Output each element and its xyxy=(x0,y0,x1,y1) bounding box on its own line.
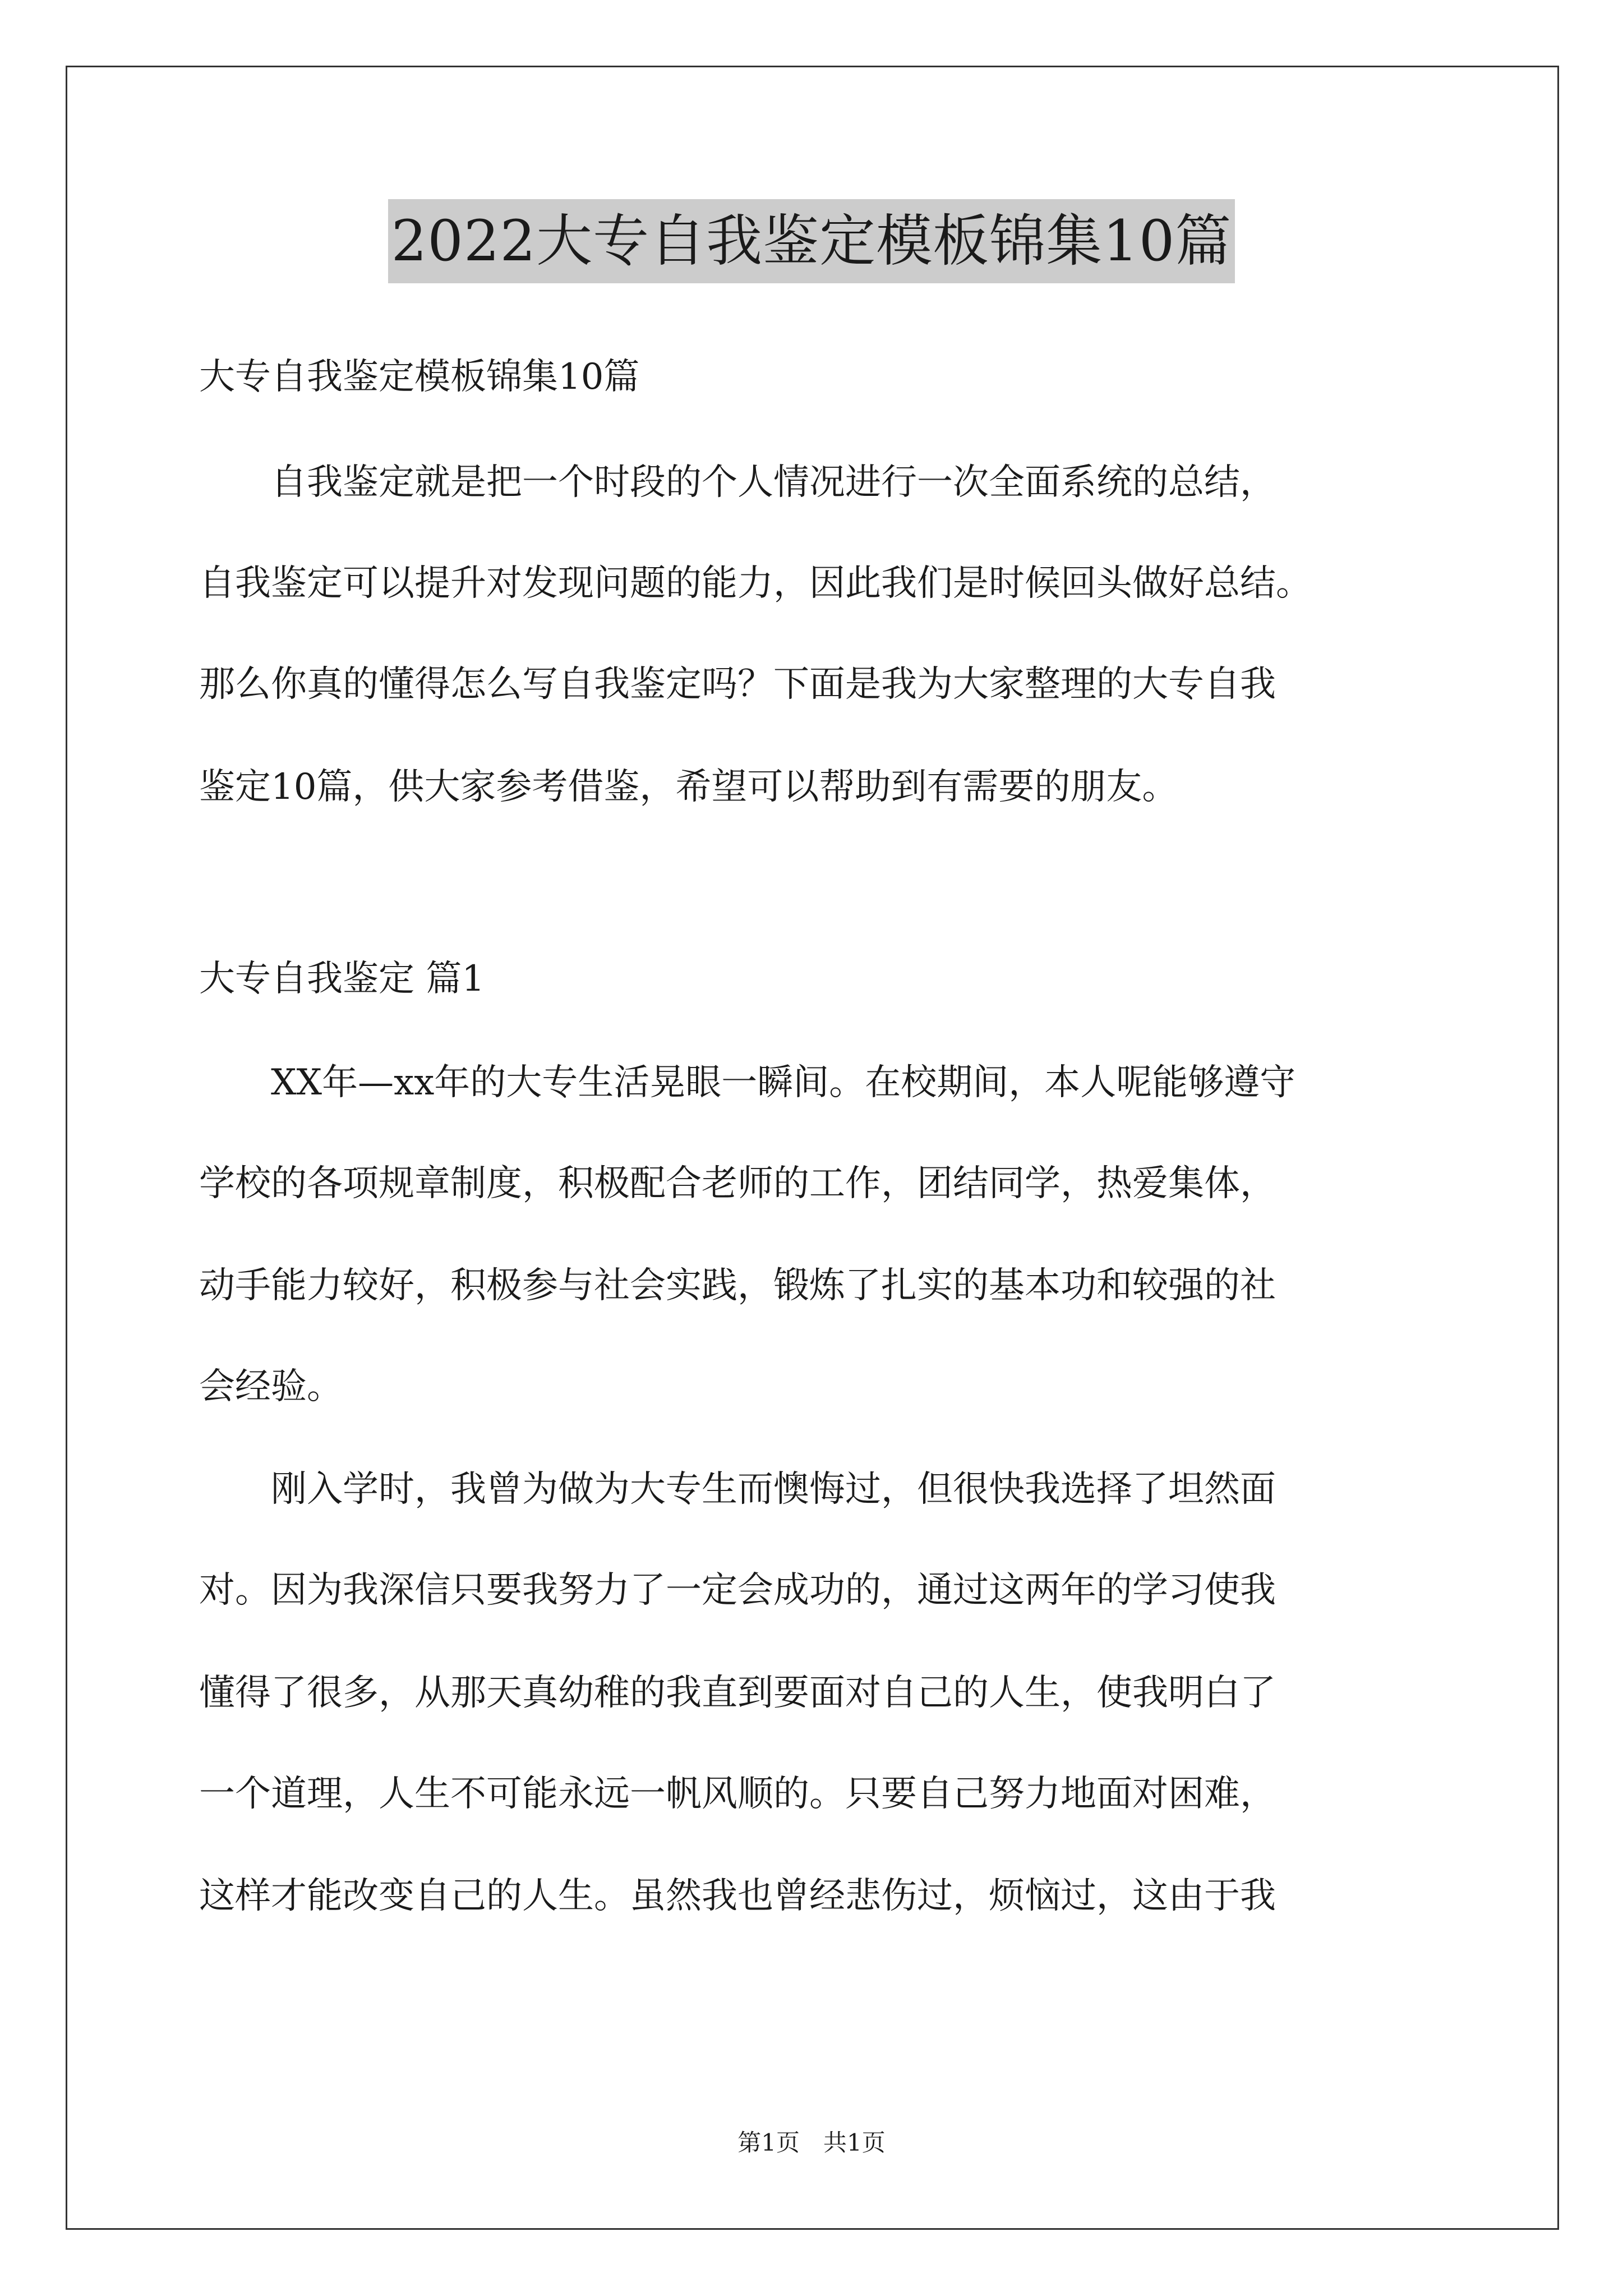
subtitle: 大专自我鉴定模板锦集10篇 xyxy=(199,356,640,398)
document-title: 2022大专自我鉴定模板锦集10篇 xyxy=(388,199,1235,283)
body-line: XX年—xx年的大专生活晃眼一瞬间。在校期间，本人呢能够遵守 xyxy=(199,1062,1296,1103)
section-heading: 大专自我鉴定 篇1 xyxy=(199,958,485,1000)
page-footer: 第1页 共1页 xyxy=(737,2129,886,2156)
body-line: 学校的各项规章制度，积极配合老师的工作，团结同学，热爱集体， xyxy=(199,1163,1276,1204)
body-line: 自我鉴定就是把一个时段的个人情况进行一次全面系统的总结， xyxy=(199,462,1276,503)
body-line: 鉴定10篇，供大家参考借鉴，希望可以帮助到有需要的朋友。 xyxy=(199,766,1178,808)
body-line: 刚入学时，我曾为做为大专生而懊悔过，但很快我选择了坦然面 xyxy=(199,1469,1276,1510)
body-line: 懂得了很多，从那天真幼稚的我直到要面对自己的人生，使我明白了 xyxy=(199,1672,1276,1714)
body-line: 动手能力较好，积极参与社会实践，锻炼了扎实的基本功和较强的社 xyxy=(199,1265,1276,1306)
body-line: 自我鉴定可以提升对发现问题的能力，因此我们是时候回头做好总结。 xyxy=(199,563,1312,604)
body-line: 那么你真的懂得怎么写自我鉴定吗？下面是我为大家整理的大专自我 xyxy=(199,664,1276,705)
title-container xyxy=(0,199,1623,283)
body-line: 会经验。 xyxy=(199,1366,343,1407)
body-line: 一个道理，人生不可能永远一帆风顺的。只要自己努力地面对困难， xyxy=(199,1773,1276,1815)
body-line: 这样才能改变自己的人生。虽然我也曾经悲伤过，烦恼过，这由于我 xyxy=(199,1875,1276,1917)
body-line: 对。因为我深信只要我努力了一定会成功的，通过这两年的学习使我 xyxy=(199,1570,1276,1611)
